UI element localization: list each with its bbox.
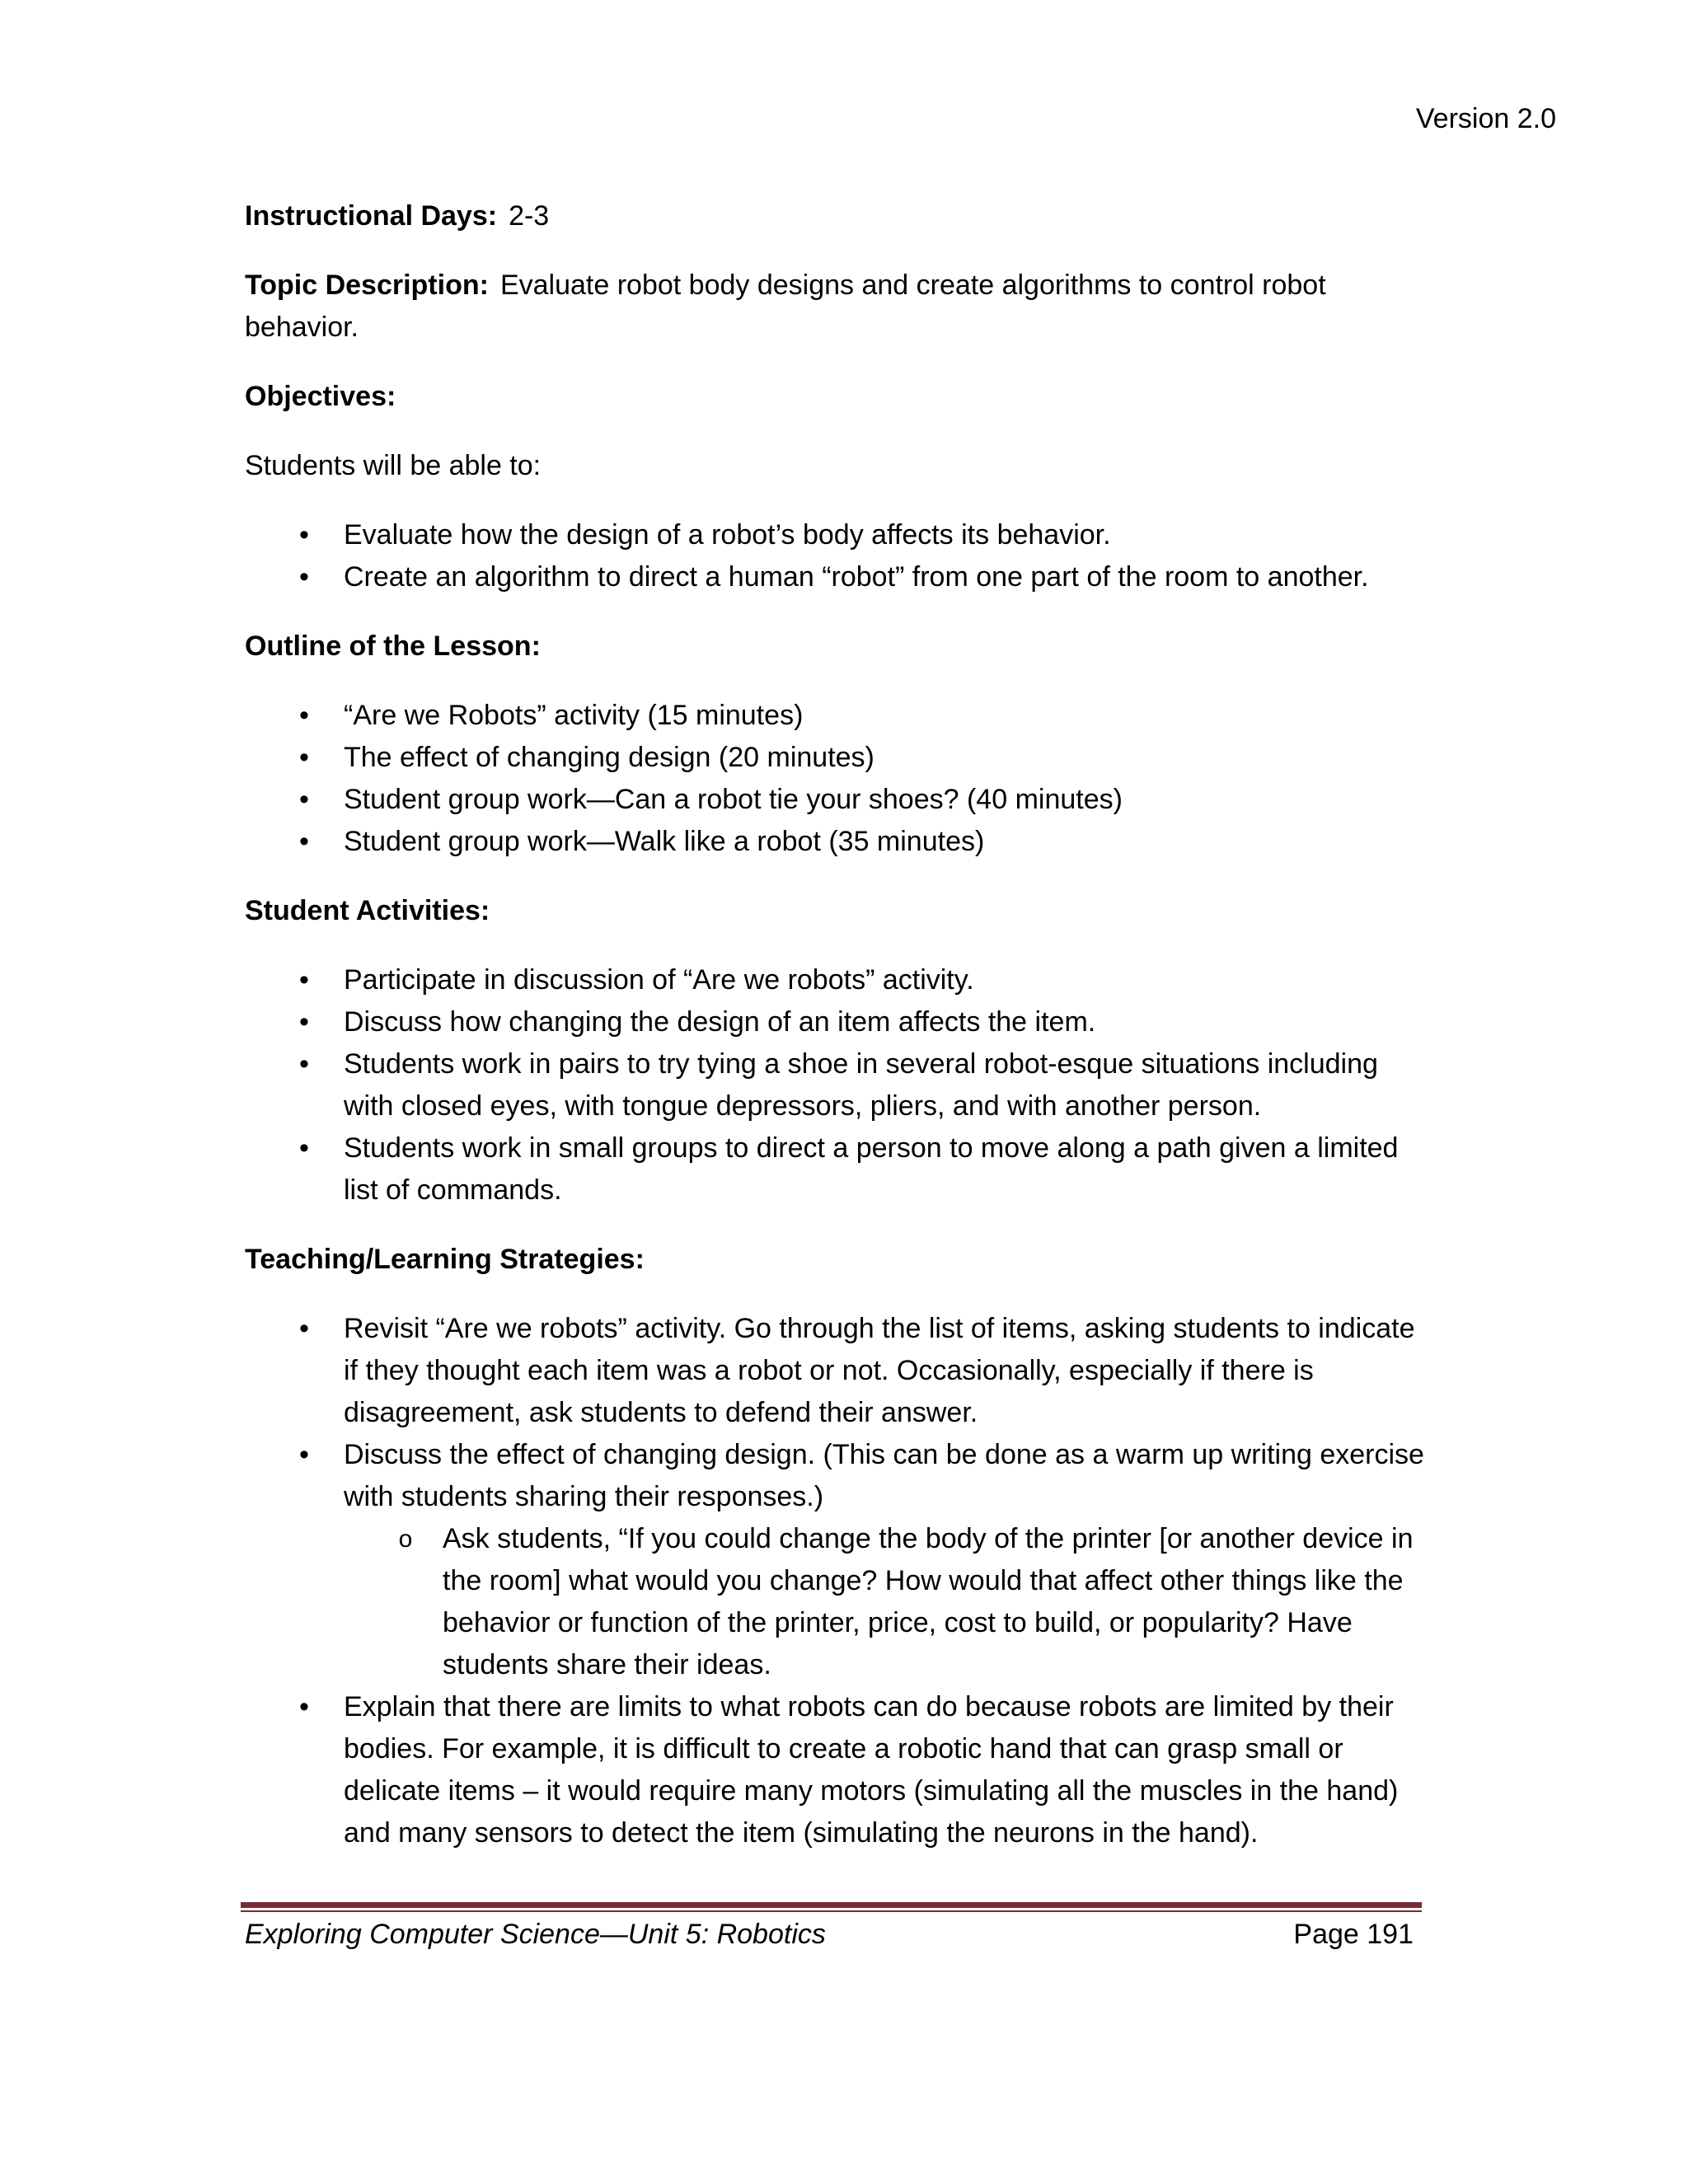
- bullet-icon: •: [299, 1048, 309, 1080]
- instructional-days-value: 2-3: [509, 200, 550, 232]
- bullet-icon: •: [299, 1132, 309, 1164]
- bullet-icon: •: [299, 1439, 309, 1470]
- list-item: [245, 1127, 1432, 1212]
- bullet-icon: •: [299, 1691, 309, 1722]
- instructional-days-label: Instructional Days:: [245, 200, 498, 232]
- list-item-text: Student group work—Walk like a robot (35 minutes): [344, 826, 985, 857]
- strategies-sublist: [344, 1518, 1432, 1686]
- footer-divider: [241, 1902, 1422, 1912]
- list-item: [245, 1043, 1432, 1127]
- list-item-text: Participate in discussion of “Are we robots” activity.: [344, 964, 974, 996]
- list-item: [245, 959, 1432, 1001]
- instructional-days: [245, 195, 1432, 237]
- objectives-heading: Objectives:: [245, 381, 396, 412]
- strategies-heading: Teaching/Learning Strategies:: [245, 1244, 645, 1275]
- topic-description-label: Topic Description:: [245, 269, 489, 301]
- list-item-text: Revisit “Are we robots” activity. Go through the list of items, asking students to indicate if they thought each item was a robot or not. Occasionally, especially if there is disagreement, ask students to defend their answer.: [344, 1313, 1415, 1428]
- list-item: [245, 1001, 1432, 1043]
- list-item: [245, 1308, 1432, 1434]
- list-item-text: Students work in pairs to try tying a shoe in several robot-esque situations including with closed eyes, with tongue depressors, pliers, and with another person.: [344, 1048, 1378, 1122]
- bullet-icon: •: [299, 700, 309, 731]
- bullet-icon: •: [299, 1006, 309, 1038]
- list-item-text: Students work in small groups to direct a person to move along a path given a limited list of commands.: [344, 1132, 1399, 1206]
- lesson-content: [245, 195, 1432, 1882]
- objectives-list: [245, 514, 1432, 598]
- bullet-icon: •: [299, 519, 309, 551]
- footer-title: Exploring Computer Science—Unit 5: Robotics: [245, 1919, 826, 1950]
- bullet-icon: •: [299, 742, 309, 773]
- list-item: [245, 695, 1432, 737]
- student-activities-heading: Student Activities:: [245, 895, 490, 926]
- bullet-icon: •: [299, 1313, 309, 1344]
- list-item: [245, 556, 1432, 598]
- page-number: Page 191: [1293, 1919, 1414, 1950]
- list-item: [245, 1686, 1432, 1854]
- list-item-text: Student group work—Can a robot tie your shoes? (40 minutes): [344, 784, 1123, 815]
- list-item-text: Discuss how changing the design of an item affects the item.: [344, 1006, 1096, 1038]
- objectives-intro: Students will be able to:: [245, 450, 542, 481]
- outline-list: [245, 695, 1432, 863]
- topic-description: [245, 265, 1432, 349]
- list-item: [245, 1434, 1432, 1686]
- list-item: [245, 821, 1432, 863]
- outline-heading: Outline of the Lesson:: [245, 630, 541, 662]
- list-item: [245, 514, 1432, 556]
- topic-description-text: Evaluate robot body designs and create algorithms to control robot behavior.: [245, 269, 1326, 343]
- bullet-icon: •: [299, 826, 309, 857]
- list-item-text: Discuss the effect of changing design. (This can be done as a warm up writing exercise with students sharing their responses.): [344, 1439, 1424, 1512]
- strategies-list: [245, 1308, 1432, 1854]
- list-item-text: The effect of changing design (20 minutes): [344, 742, 874, 773]
- bullet-icon: •: [299, 561, 309, 593]
- sub-list-item: [344, 1518, 1432, 1686]
- list-item-text: Create an algorithm to direct a human “robot” from one part of the room to another.: [344, 561, 1369, 593]
- circle-bullet-icon: o: [398, 1526, 413, 1553]
- bullet-icon: •: [299, 964, 309, 996]
- sub-list-item-text: Ask students, “If you could change the body of the printer [or another device in the room] what would you change? How would that affect other things like the behavior or function of the printer, price, cost to build, or popularity? Have students share their ideas.: [443, 1523, 1414, 1680]
- list-item-text: Evaluate how the design of a robot’s body affects its behavior.: [344, 519, 1111, 551]
- bullet-icon: •: [299, 784, 309, 815]
- list-item: [245, 737, 1432, 779]
- list-item-text: “Are we Robots” activity (15 minutes): [344, 700, 804, 731]
- list-item: [245, 779, 1432, 821]
- list-item-text: Explain that there are limits to what robots can do because robots are limited by their bodies. For example, it is difficult to create a robotic hand that can grasp small or delicate items – it would require many motors (simulating all the muscles in the hand) and many sensors to detect the item (simulating the neurons in the hand).: [344, 1691, 1399, 1849]
- student-activities-list: [245, 959, 1432, 1212]
- version-label: Version 2.0: [1415, 103, 1556, 134]
